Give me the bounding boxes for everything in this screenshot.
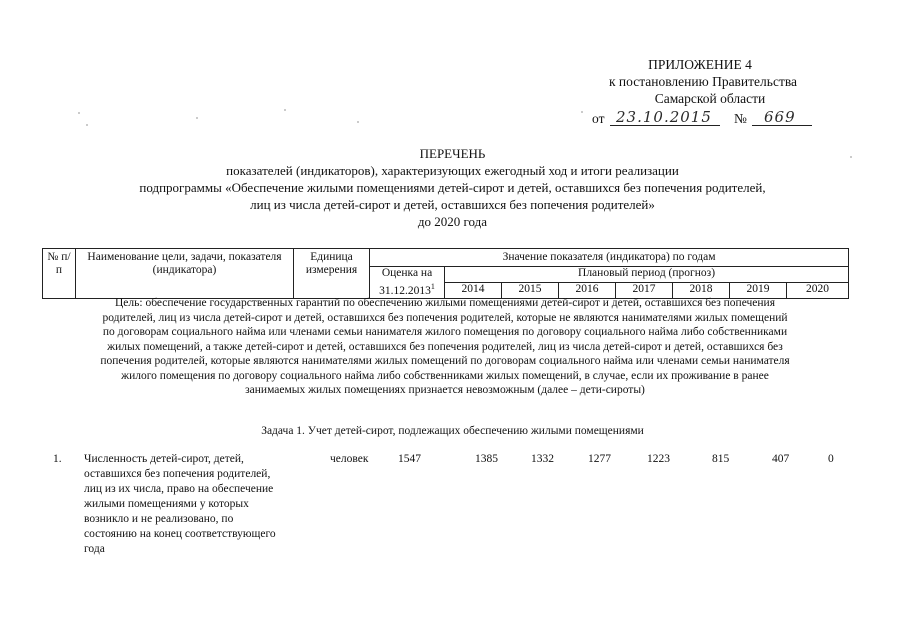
header-name: Наименование цели, задачи, показателя (индикатора): [76, 249, 294, 299]
scan-speck: [196, 117, 198, 119]
header-planned-period: Плановый период (прогноз): [445, 267, 849, 283]
row-1-value-2015: 1332: [531, 453, 554, 465]
heading-line-1: показателей (индикаторов), характеризующих ежегодный ход и итоги реализации: [226, 163, 679, 178]
appendix-line-2: Самарской области: [654, 91, 766, 106]
goal-line: попечения родителей, которые являются нанимателями жилых помещений по договорам социального найма или членами семьи нанимателя: [100, 355, 790, 367]
task-1-heading: Задача 1. Учет детей-сирот, подлежащих обеспечению жилыми помещениями: [261, 425, 644, 437]
number-underline: [752, 125, 812, 126]
row-1-value-2016: 1277: [588, 453, 611, 465]
header-values-by-year: Значение показателя (индикатора) по годам: [370, 249, 849, 267]
header-year-2019: 2019: [730, 282, 787, 298]
handwritten-date: 23.10.2015: [616, 108, 712, 126]
header-year-2020: 2020: [787, 282, 849, 298]
appendix-title: ПРИЛОЖЕНИЕ 4: [648, 57, 752, 72]
from-label: от: [592, 111, 605, 126]
header-estimate: [370, 267, 445, 299]
row-1-unit: человек: [330, 453, 369, 465]
header-estimate-date: 31.12.2013: [379, 284, 431, 297]
row-1-name: [84, 452, 314, 557]
number-label: №: [734, 111, 747, 126]
row-1-value-2019: 407: [772, 453, 790, 465]
appendix-line-1: к постановлению Правительства: [608, 74, 798, 89]
header-unit: Единица измерения: [294, 249, 370, 299]
header-estimate-footnote: 1: [430, 282, 435, 291]
row-1-name-line: жилыми помещениями у которых: [84, 498, 249, 510]
scan-speck: [78, 112, 80, 114]
row-1-name-line: состоянию на конец соответствующего: [84, 528, 276, 540]
row-1-name-line: возникло и не реализовано, по: [84, 513, 234, 525]
goal-text: [42, 296, 848, 398]
list-title: ПЕРЕЧЕНЬ: [419, 146, 486, 161]
row-1-name-line: Численность детей-сирот, детей,: [84, 453, 244, 465]
goal-line: родителей, лиц из числа детей-сирот и детей, оставшихся без попечения родителей, которые не являются нанимателями жилых помещений: [102, 311, 788, 324]
row-1-value-2018: 815: [712, 453, 730, 465]
heading-line-3: лиц из числа детей-сирот и детей, оставшихся без попечения родителей»: [250, 197, 655, 212]
heading-line-4: до 2020 года: [417, 214, 488, 229]
scan-speck: [357, 121, 359, 123]
scan-speck: [86, 124, 88, 126]
row-1-value-2013: 1547: [398, 453, 421, 465]
header-year-2018: 2018: [673, 282, 730, 298]
heading-line-2: подпрограммы «Обеспечение жилыми помещениями детей-сирот и детей, оставшихся без попечения родителей,: [139, 180, 766, 195]
scan-speck: [284, 109, 286, 111]
header-year-2017: 2017: [616, 282, 673, 298]
header-year-2015: 2015: [502, 282, 559, 298]
handwritten-number: 669: [764, 108, 796, 126]
row-1-number: 1.: [53, 453, 62, 465]
row-1-name-line: года: [84, 543, 105, 555]
goal-line: занимаемых жилых помещениях признается невозможным (далее – дети-сироты): [245, 384, 645, 396]
goal-line: жилых помещений, а также детей-сирот и детей, оставшихся без попечения родителей, лиц из числа детей-сирот и детей, оставшихся без: [107, 340, 783, 353]
appendix-date-line: [592, 108, 822, 130]
goal-line: по договорам социального найма или членами семьи нанимателя жилого помещения по договору социального найма либо собственниками: [102, 326, 788, 338]
date-underline: [610, 125, 720, 126]
row-1-value-2017: 1223: [647, 453, 670, 465]
row-1-value-2020: 0: [828, 453, 834, 465]
header-num: № п/п: [43, 249, 76, 299]
row-1-value-2014: 1385: [475, 453, 498, 465]
goal-line: жилого помещения по договору социального найма либо собственниками жилых помещений, в случае, если их проживание в ранее: [121, 369, 769, 382]
goal-line: Цель: обеспечение государственных гарантий по обеспечению жилыми помещениями детей-сирот и детей, оставшихся без попечения: [114, 297, 776, 309]
header-estimate-label: Оценка на: [381, 267, 433, 279]
scan-speck: [581, 111, 583, 113]
row-1-name-line: лиц из их числа, право на обеспечение: [84, 483, 274, 495]
header-year-2014: 2014: [445, 282, 502, 298]
header-year-2016: 2016: [559, 282, 616, 298]
row-1-name-line: оставшихся без попечения родителей,: [84, 468, 271, 480]
indicators-table-header: [42, 248, 849, 299]
